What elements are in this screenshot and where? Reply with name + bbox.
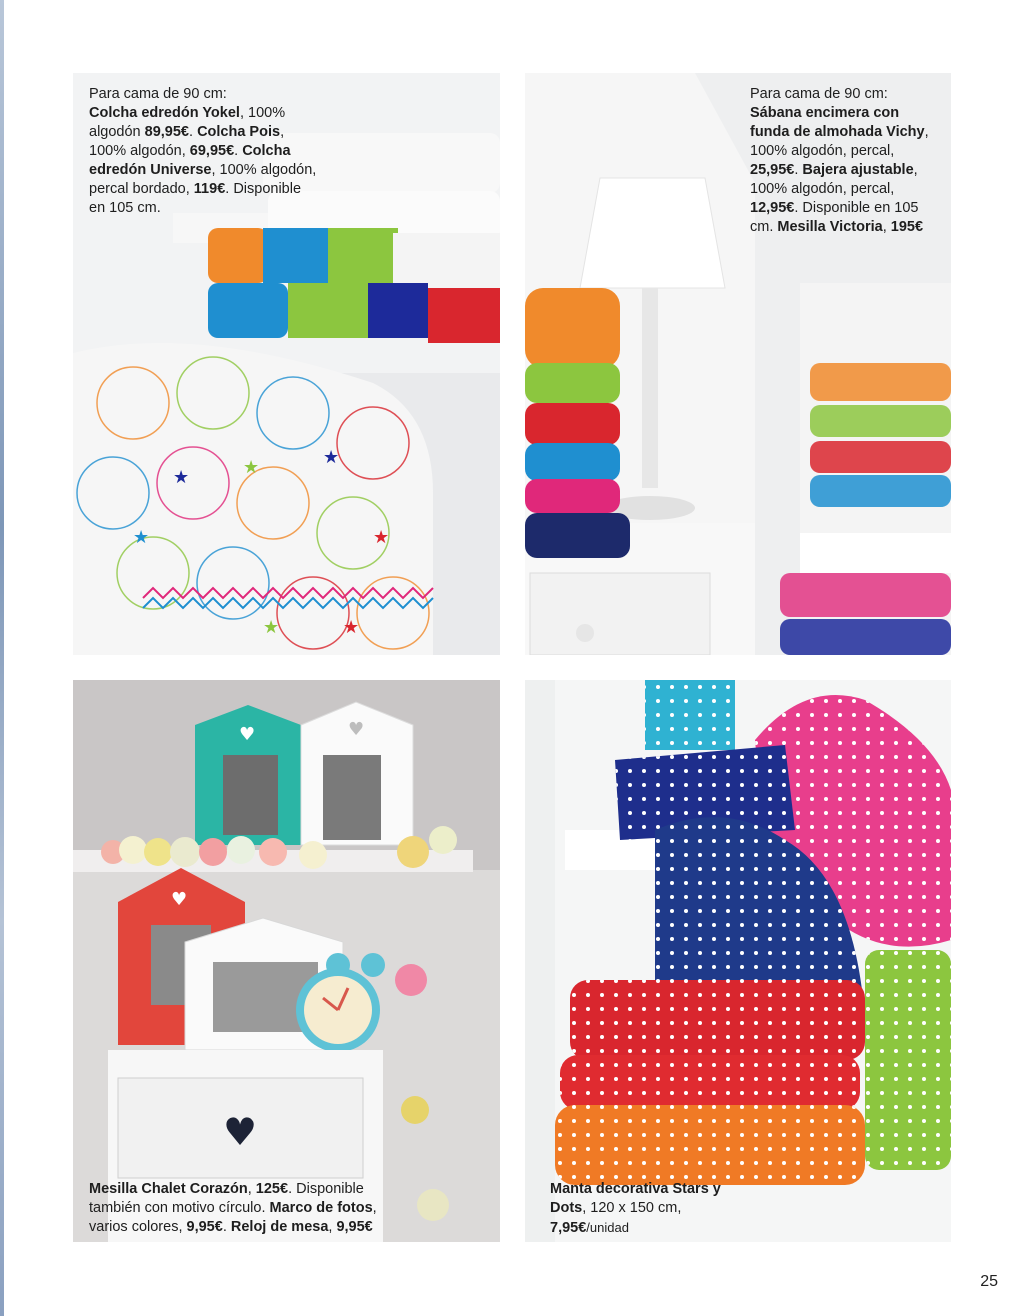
caption-text: , 120 x 150 cm, [582,1200,682,1216]
caption-price: 9,95€ [336,1219,373,1235]
svg-text:★: ★ [263,617,280,638]
caption-text: , 100% algodón, percal bordado, [89,162,317,197]
caption-price: 69,95€ [189,143,235,159]
photo-mantas [525,680,951,1242]
caption-text: , 100% algodón, percal, [750,124,929,159]
caption-product: Manta decorativa Stars y Dots [550,1181,721,1216]
caption-text: , [328,1219,337,1235]
photo-mesilla [73,680,500,1242]
photo-mantas-art [525,680,951,1242]
caption-price: 7,95€ [550,1220,587,1236]
caption-text: . Disponible también con motivo círculo. [89,1181,364,1216]
caption-price: 195€ [890,219,924,235]
svg-text:★: ★ [323,447,340,468]
caption-price: 9,95€ [186,1219,223,1235]
caption-unit: /unidad [586,1220,629,1235]
svg-text:♥: ♥ [348,719,365,740]
svg-text:★: ★ [173,467,190,488]
page-number: 25 [980,1273,998,1290]
caption-product: Colcha Pois [197,124,281,140]
page-edge-strip [0,0,4,1316]
frame-teal [195,705,301,845]
caption-text: , 100% algodón, [89,124,285,159]
caption-sabanas [750,85,940,237]
caption-text: , 100% algodón [89,105,286,140]
frame-white-top [301,702,413,845]
svg-text:♥: ♥ [239,724,256,745]
photo-colchas [73,73,500,655]
caption-price: 89,95€ [144,124,189,140]
photo-mesilla-art [73,680,500,1242]
caption-mantas [550,1180,760,1238]
caption-product: Marco de fotos [269,1200,373,1216]
caption-price: 12,95€ [750,200,795,216]
caption-price: 119€ [193,181,226,197]
caption-colchas [89,85,319,218]
caption-text: Para cama de 90 cm: [750,86,888,102]
caption-text: . [189,124,198,140]
caption-text: , [247,1181,256,1197]
caption-price: 125€ [255,1181,289,1197]
caption-text: . [234,143,243,159]
svg-text:★: ★ [373,527,390,548]
sheet-stack [525,288,630,558]
caption-mesilla [89,1180,419,1237]
caption-product: Bajera ajustable [802,162,914,178]
caption-text: , varios colores, [89,1200,377,1235]
svg-text:★: ★ [133,527,150,548]
caption-text: , 100% algodón, percal, [750,162,918,197]
caption-text: . Disponible en 105 cm. [89,181,302,216]
svg-text:♥: ♥ [171,889,188,910]
caption-product: Colcha edredón Yokel [89,105,240,121]
caption-text: . [222,1219,231,1235]
caption-product: Mesilla Chalet Corazón [89,1181,248,1197]
caption-product: Reloj de mesa [230,1219,329,1235]
svg-text:★: ★ [243,457,260,478]
caption-price: 25,95€ [750,162,795,178]
photo-sabanas [525,73,951,655]
caption-text: Para cama de 90 cm: [89,86,227,102]
svg-text:♥: ♥ [223,1110,258,1154]
caption-product: Sábana encimera con funda de almohada Vichy [750,105,925,140]
caption-product: Colcha edredón Universe [89,143,291,178]
svg-text:★: ★ [343,617,360,638]
caption-text: . [794,162,803,178]
patchwork-quilt [208,228,500,343]
caption-text: , [882,219,891,235]
caption-text: . Disponible en 105 cm. [750,200,919,235]
caption-product: Mesilla Victoria [777,219,883,235]
